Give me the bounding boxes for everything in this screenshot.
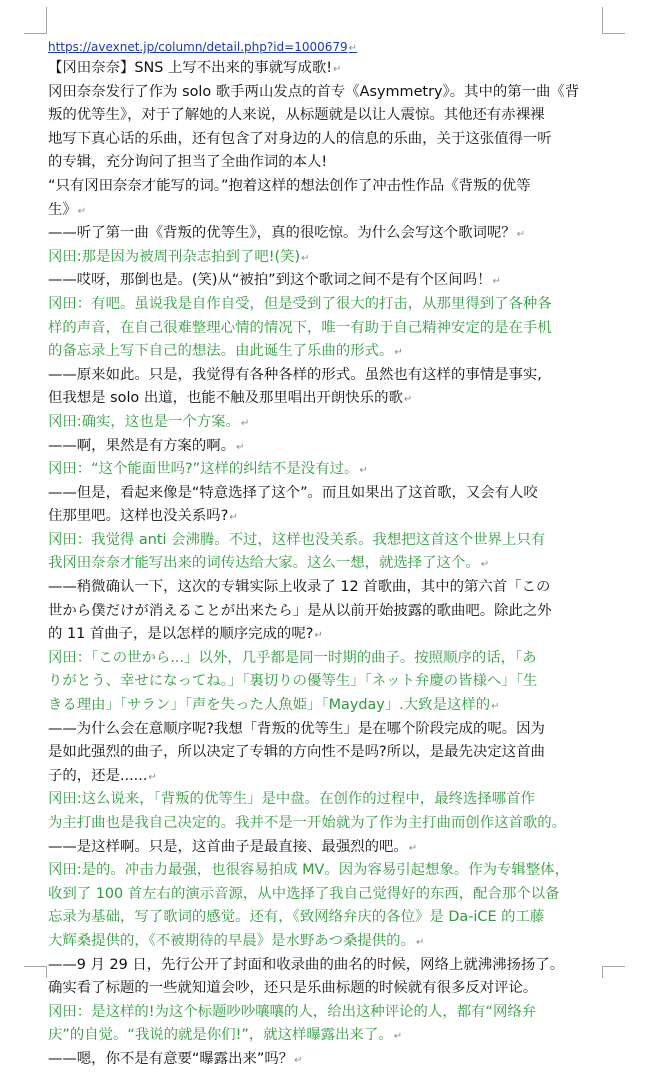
line-text: 收到了 100 首左右的演示音源，从中选择了我自己觉得好的东西，配合那个以备 <box>48 885 560 902</box>
line-text: 确实看了标题的一些就知道会吵，还只是乐曲标题的时候就有很多反对评论。 <box>48 980 538 997</box>
line-text: 的专辑，充分询问了担当了全曲作词的本人! <box>48 154 328 171</box>
answer-line <box>48 647 610 671</box>
paragraph-mark-icon: ↵ <box>229 512 238 524</box>
line-text: 但我想是 solo 出道，也能不触及那里唱出开朗快乐的歌 <box>48 390 403 407</box>
answer-line <box>48 1001 610 1025</box>
paragraph-mark-icon: ↵ <box>348 43 358 54</box>
paragraph-mark-icon: ↵ <box>77 205 87 217</box>
text-line <box>48 718 610 742</box>
answer-line <box>48 670 610 694</box>
line-text: ——嗯，你不是有意要“曝露出来”吗？ <box>48 1050 294 1067</box>
answer-line <box>48 859 610 883</box>
line-text: ——为什么会在意顺序呢?我想「背叛的优等生」是在哪个阶段完成的呢。因为 <box>48 720 545 737</box>
text-line <box>48 269 610 293</box>
line-text: きる理由」「サラン」「声を失った人魚姫」「Mayday」.大致是这样的 <box>48 697 491 714</box>
answer-line <box>48 529 610 553</box>
paragraph-mark-icon: ↵ <box>333 64 342 75</box>
page-corner-top-right <box>602 7 625 34</box>
paragraph-mark-icon: ↵ <box>359 465 368 477</box>
answer-line <box>48 458 610 482</box>
line-text: 地写下真心话的乐曲，还有包含了对身边的人的信息的乐曲，关于这张值得一听 <box>48 130 552 147</box>
text-line <box>48 435 610 459</box>
line-text: 世から僕だけが消えることが出来たら」是从以前开始披露的歌曲吧。除此之外 <box>48 602 552 619</box>
text-line <box>48 623 610 647</box>
answer-line <box>48 1024 610 1048</box>
line-text: 庆”的自觉。“我说的就是你们!”，就这样曝露出来了。 <box>48 1027 393 1044</box>
paragraph-mark-icon: ↵ <box>394 347 403 359</box>
paragraph-mark-icon: ↵ <box>492 276 501 288</box>
paragraph-mark-icon: ↵ <box>480 559 490 571</box>
answer-line <box>48 293 610 317</box>
line-text: 【冈田奈奈】SNS 上写不出来的事就写成歌! <box>48 60 333 76</box>
line-text: 冈田:是的。冲击力最强，也很容易拍成 MV。因为容易引起想象。作为专辑整体， <box>48 862 569 879</box>
text-line <box>48 387 610 411</box>
line-text: 冈田：有吧。虽说我是自作自受，但是受到了很大的打击，从那里得到了各种各 <box>48 295 552 312</box>
paragraph-mark-icon: ↵ <box>240 417 250 429</box>
answer-line <box>48 906 610 930</box>
text-line <box>48 151 610 175</box>
line-text: ——原来如此。只是，我觉得有各种各样的形式。虽然也有这样的事情是事实, <box>48 366 542 383</box>
text-line <box>48 175 610 199</box>
text-line <box>48 81 610 105</box>
line-text: 我冈田奈奈才能写出来的词传达给大家。这么一想，就选择了这个。 <box>48 555 480 572</box>
answer-line <box>48 552 610 576</box>
line-text: 冈田：我觉得 anti 会沸腾。不过，这样也没关系。我想把这首这个世界上只有 <box>48 531 546 548</box>
line-text: 子的，还是...... <box>48 767 148 784</box>
answer-line <box>48 340 610 364</box>
line-text: 冈田：是这样的!为这个标题吵吵嚷嚷的人，给出这种评论的人，都有“网络弁 <box>48 1003 537 1020</box>
paragraph-mark-icon: ↵ <box>491 701 500 713</box>
line-text: 住那里吧。这样也没关系吗? <box>48 508 229 525</box>
line-text: 的备忘录上写下自己的想法。由此诞生了乐曲的形式。 <box>48 343 394 360</box>
line-text: りがとう、幸せになってね。」「裏切りの優等生」「ネット弁慶の皆様へ」「生 <box>48 673 538 690</box>
document-body <box>48 37 610 1072</box>
answer-line <box>48 930 610 954</box>
line-text: ——哎呀，那倒也是。(笑)从“被拍”到这个歌词之间不是有个区间吗！ <box>48 272 492 289</box>
paragraph-mark-icon: ↵ <box>314 630 323 642</box>
line-text: 样的声音，在自己很难整理心情的情况下，唯一有助于自己精神安定的是在手机 <box>48 319 552 336</box>
text-line <box>48 954 610 978</box>
line-text: ——是这样啊。只是，这首曲子是最直接、最强烈的吧。 <box>48 838 408 855</box>
paragraph-mark-icon: ↵ <box>403 394 413 406</box>
text-line <box>48 222 610 246</box>
page-corner-bottom-left <box>24 966 47 978</box>
line-text[interactable]: https://avexnet.jp/column/detail.php?id=1000679 <box>48 40 348 54</box>
answer-line <box>48 411 610 435</box>
page-corner-top-left <box>24 7 47 34</box>
paragraph-mark-icon: ↵ <box>301 252 310 264</box>
answer-line <box>48 812 610 836</box>
line-text: 冈田：「この世から...」以外，几乎都是同一时期的曲子。按照顺序的话，「あ <box>48 649 537 666</box>
line-text: 为主打曲也是我自己决定的。我并不是一开始就为了作为主打曲而创作这首歌的。 <box>48 815 567 831</box>
line-text: “只有冈田奈奈才能写的词。”抱着这样的想法创作了冲击性作品《背叛的优等 <box>48 177 531 194</box>
line-text: ——但是，看起来像是“特意选择了这个”。而且如果出了这首歌，又会有人咬 <box>48 484 538 501</box>
text-line <box>48 199 610 223</box>
answer-line <box>48 246 610 270</box>
text-line <box>48 505 610 529</box>
text-line <box>48 57 610 81</box>
paragraph-mark-icon: ↵ <box>294 1054 303 1066</box>
paragraph-mark-icon: ↵ <box>393 1031 403 1043</box>
line-text: 的 11 首曲子，是以怎样的顺序完成的呢? <box>48 626 314 643</box>
text-line <box>48 104 610 128</box>
text-line <box>48 600 610 624</box>
paragraph-mark-icon: ↵ <box>415 936 425 948</box>
line-text: 冈田：“这个能面世吗?”这样的纠结不是没有过。 <box>48 461 359 478</box>
text-line <box>48 836 610 860</box>
text-line <box>48 364 610 388</box>
answer-line <box>48 694 610 718</box>
line-text: 冈田奈奈发行了作为 solo 歌手两山发点的首专《Asymmetry》。其中的第一曲《背 <box>48 83 580 100</box>
line-text: ——听了第一曲《背叛的优等生》，真的很吃惊。为什么会写这个歌词呢？ <box>48 225 516 242</box>
paragraph-mark-icon: ↵ <box>236 441 245 453</box>
paragraph-mark-icon: ↵ <box>408 842 418 854</box>
text-line <box>48 576 610 600</box>
line-text: ——稍微确认一下，这次的专辑实际上收录了 12 首歌曲，其中的第六首「この <box>48 579 551 596</box>
line-text: 生》 <box>48 201 77 218</box>
paragraph-mark-icon: ↵ <box>516 229 526 241</box>
text-line <box>48 977 610 1001</box>
text-line <box>48 1048 610 1072</box>
text-line <box>48 128 610 152</box>
line-text: 忘录为基础，写了歌词的感觉。还有，《致网络弁庆的各位》是 Da-iCE 的工藤 <box>48 909 545 926</box>
answer-line <box>48 317 610 341</box>
line-text: 冈田:那是因为被周刊杂志拍到了吧!(笑) <box>48 248 301 265</box>
line-text: ——啊，果然是有方案的啊。 <box>48 437 236 454</box>
line-text: 冈田:确实，这也是一个方案。 <box>48 413 240 430</box>
line-text: 是如此强烈的曲子，所以决定了专辑的方向性不是吗?所以，是最先决定这首曲 <box>48 744 545 761</box>
line-text: 大辉桑提供的，《不被期待的早晨》是水野あつ桑提供的。 <box>48 932 415 949</box>
answer-line <box>48 788 610 812</box>
source-link[interactable] <box>48 37 610 57</box>
paragraph-mark-icon: ↵ <box>148 771 157 783</box>
line-text: 冈田:这么说来，「背叛的优等生」是中盘。在创作的过程中，最终选择哪首作 <box>48 791 535 808</box>
line-text: 叛的优等生》，对于了解她的人来说，从标题就是以让人震惊。其他还有赤裸裸 <box>48 107 545 124</box>
answer-line <box>48 883 610 907</box>
line-text: ——9 月 29 日，先行公开了封面和收录曲的曲名的时候，网络上就沸沸扬扬了。 <box>48 956 565 973</box>
text-line <box>48 482 610 506</box>
text-line <box>48 765 610 789</box>
text-line <box>48 741 610 765</box>
